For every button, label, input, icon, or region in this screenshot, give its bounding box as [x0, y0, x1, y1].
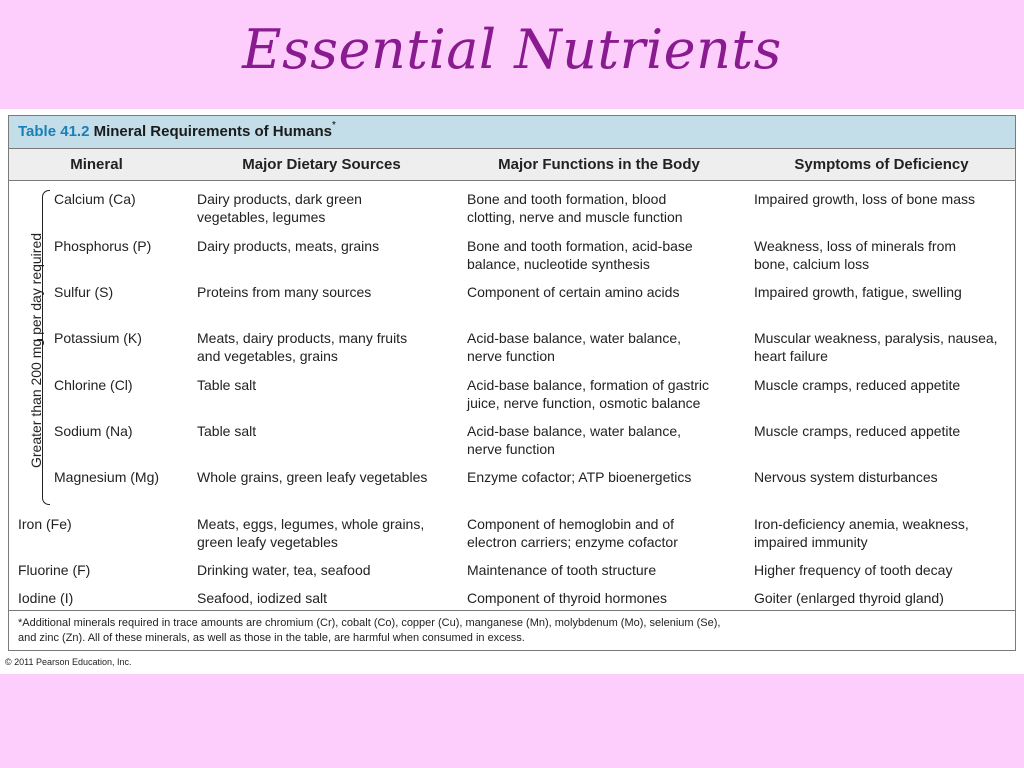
cell-deficiency: Muscle cramps, reduced appetite: [754, 377, 961, 393]
cell-functions: Component of thyroid hormones: [467, 590, 667, 606]
cell-mineral: Sulfur (S): [54, 284, 114, 300]
cell-sources: Seafood, iodized salt: [197, 590, 327, 606]
cell-deficiency: impaired immunity: [754, 534, 868, 550]
cell-functions: balance, nucleotide synthesis: [467, 256, 650, 272]
cell-sources: Whole grains, green leafy vegetables: [197, 469, 428, 485]
cell-sources: Table salt: [197, 423, 257, 439]
header-deficiency: Symptoms of Deficiency: [794, 156, 969, 173]
cell-functions: juice, nerve function, osmotic balance: [467, 395, 701, 411]
footnote-divider: [9, 610, 1015, 611]
cell-sources: Proteins from many sources: [197, 284, 372, 300]
cell-sources: Meats, dairy products, many fruits: [197, 330, 408, 346]
cell-sources: vegetables, legumes: [197, 209, 326, 225]
table-footnote: [18, 616, 1003, 646]
cell-functions: Maintenance of tooth structure: [467, 562, 657, 578]
cell-sources: Drinking water, tea, seafood: [197, 562, 371, 578]
cell-sources: green leafy vegetables: [197, 534, 338, 550]
cell-mineral: Iron (Fe): [18, 516, 72, 532]
cell-sources: Dairy products, meats, grains: [197, 238, 380, 254]
cell-functions: Component of certain amino acids: [467, 284, 680, 300]
cell-functions: nerve function: [467, 441, 555, 457]
cell-deficiency: Nervous system disturbances: [754, 469, 938, 485]
slide-title: Essential Nutrients: [242, 18, 782, 81]
cell-functions: Enzyme cofactor; ATP bioenergetics: [467, 469, 692, 485]
cell-functions: Component of hemoglobin and of: [467, 516, 675, 532]
cell-functions: Bone and tooth formation, blood: [467, 191, 667, 207]
cell-functions: Acid-base balance, formation of gastric: [467, 377, 710, 393]
cell-mineral: Sodium (Na): [54, 423, 133, 439]
cell-functions: clotting, nerve and muscle function: [467, 209, 683, 225]
cell-mineral: Iodine (I): [18, 590, 74, 606]
cell-functions: Bone and tooth formation, acid-base: [467, 238, 693, 254]
copyright-notice: © 2011 Pearson Education, Inc.: [5, 657, 132, 667]
header-mineral: Mineral: [70, 156, 123, 173]
cell-mineral: Potassium (K): [54, 330, 142, 346]
table-number: Table 41.2: [18, 123, 90, 140]
table-header-row: [9, 149, 1015, 181]
cell-sources: Table salt: [197, 377, 257, 393]
cell-deficiency: Goiter (enlarged thyroid gland): [754, 590, 944, 606]
cell-mineral: Fluorine (F): [18, 562, 91, 578]
table-caption: [9, 116, 1015, 149]
cell-functions: Acid-base balance, water balance,: [467, 330, 682, 346]
footnote-line: *Additional minerals required in trace amounts are chromium (Cr), cobalt (Co), copper (Cu), manganese (Mn), molybdenum (Mo), selenium (Se),: [18, 617, 721, 629]
cell-deficiency: Higher frequency of tooth decay: [754, 562, 953, 578]
cell-mineral: Calcium (Ca): [54, 191, 136, 207]
mineral-table: [8, 115, 1016, 651]
cell-functions: Acid-base balance, water balance,: [467, 423, 682, 439]
group-label: Greater than 200 mg per day required: [28, 232, 44, 468]
cell-deficiency: Weakness, loss of minerals from: [754, 238, 957, 254]
cell-deficiency: Muscle cramps, reduced appetite: [754, 423, 961, 439]
cell-sources: and vegetables, grains: [197, 348, 338, 364]
cell-deficiency: Iron-deficiency anemia, weakness,: [754, 516, 969, 532]
cell-deficiency: bone, calcium loss: [754, 256, 870, 272]
cell-sources: Dairy products, dark green: [197, 191, 362, 207]
cell-mineral: Magnesium (Mg): [54, 469, 160, 485]
cell-deficiency: Impaired growth, fatigue, swelling: [754, 284, 962, 300]
cell-sources: Meats, eggs, legumes, whole grains,: [197, 516, 425, 532]
header-dietary-sources: Major Dietary Sources: [242, 156, 401, 173]
cell-deficiency: Muscular weakness, paralysis, nausea,: [754, 330, 998, 346]
footnote-line: and zinc (Zn). All of these minerals, as well as those in the table, are harmful when consumed in excess.: [18, 632, 525, 644]
cell-deficiency: heart failure: [754, 348, 828, 364]
caption-footnote-mark: *: [332, 120, 336, 131]
header-functions: Major Functions in the Body: [498, 156, 700, 173]
cell-mineral: Phosphorus (P): [54, 238, 152, 254]
cell-mineral: Chlorine (Cl): [54, 377, 133, 393]
cell-functions: electron carriers; enzyme cofactor: [467, 534, 678, 550]
cell-deficiency: Impaired growth, loss of bone mass: [754, 191, 975, 207]
cell-functions: nerve function: [467, 348, 555, 364]
table-figure: [0, 109, 1024, 674]
table-caption-title: Mineral Requirements of Humans: [93, 123, 332, 140]
